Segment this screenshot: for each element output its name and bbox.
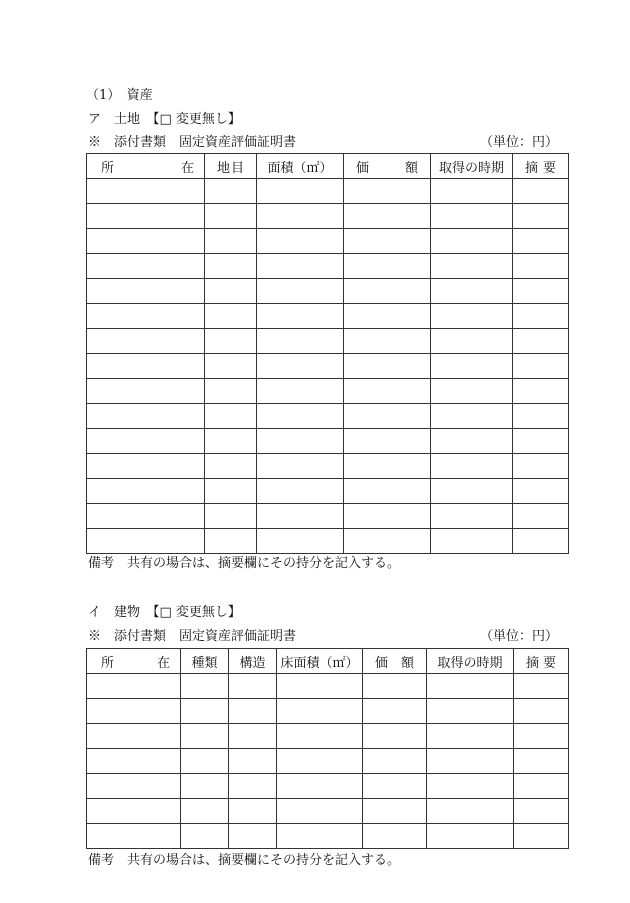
table-cell	[344, 379, 431, 404]
building-header-text: 要	[542, 655, 556, 671]
table-cell	[514, 799, 569, 824]
table-cell	[427, 699, 514, 724]
table-cell	[344, 354, 431, 379]
land-header-cell	[344, 154, 431, 179]
land-header-text: 価	[356, 160, 370, 176]
table-cell	[514, 824, 569, 849]
table-cell	[514, 749, 569, 774]
land-unit-label: （単位：円）	[479, 135, 558, 150]
building-table-body	[87, 674, 569, 849]
table-cell	[257, 429, 344, 454]
table-row	[87, 479, 569, 504]
table-cell	[427, 674, 514, 699]
table-cell	[431, 204, 513, 229]
table-cell	[87, 724, 181, 749]
table-cell	[87, 479, 205, 504]
table-cell	[363, 799, 427, 824]
table-cell	[205, 204, 257, 229]
table-cell	[431, 279, 513, 304]
land-header-text: 摘	[525, 160, 539, 176]
table-cell	[344, 329, 431, 354]
table-row	[87, 724, 569, 749]
table-cell	[277, 674, 363, 699]
table-cell	[229, 774, 277, 799]
table-cell	[205, 304, 257, 329]
land-header-cell: 面積（㎡）	[257, 154, 344, 179]
table-cell	[87, 454, 205, 479]
table-cell	[277, 774, 363, 799]
table-cell	[431, 179, 513, 204]
table-cell	[363, 749, 427, 774]
table-row	[87, 354, 569, 379]
building-header-cell	[87, 649, 181, 674]
table-row	[87, 379, 569, 404]
table-row	[87, 204, 569, 229]
table-cell	[513, 279, 569, 304]
land-title: ア 土地 【□ 変更無し】	[88, 112, 241, 127]
table-cell	[87, 774, 181, 799]
table-cell	[87, 504, 205, 529]
land-header-cell	[205, 154, 257, 179]
table-row	[87, 429, 569, 454]
table-cell	[513, 329, 569, 354]
table-cell	[514, 699, 569, 724]
table-cell	[205, 329, 257, 354]
table-cell	[513, 404, 569, 429]
table-cell	[87, 204, 205, 229]
table-cell	[344, 504, 431, 529]
table-row	[87, 454, 569, 479]
table-cell	[257, 504, 344, 529]
building-unit-label: （単位：円）	[479, 629, 558, 644]
table-cell	[181, 724, 229, 749]
table-cell	[257, 454, 344, 479]
land-table	[86, 153, 569, 554]
table-cell	[87, 429, 205, 454]
land-table-body	[87, 179, 569, 554]
table-cell	[431, 304, 513, 329]
table-cell	[205, 404, 257, 429]
table-cell	[363, 824, 427, 849]
table-cell	[257, 404, 344, 429]
table-cell	[427, 749, 514, 774]
land-header-text: 額	[404, 160, 418, 176]
table-cell	[344, 204, 431, 229]
table-cell	[229, 699, 277, 724]
table-cell	[87, 529, 205, 554]
table-cell	[87, 749, 181, 774]
table-cell	[257, 229, 344, 254]
table-cell	[431, 379, 513, 404]
table-cell	[257, 279, 344, 304]
land-header-cell: 取得の時期	[431, 154, 513, 179]
section-heading: （1） 資産	[86, 88, 153, 103]
table-cell	[257, 329, 344, 354]
table-cell	[277, 749, 363, 774]
table-cell	[277, 699, 363, 724]
table-row	[87, 179, 569, 204]
table-cell	[257, 204, 344, 229]
table-cell	[344, 304, 431, 329]
table-row	[87, 774, 569, 799]
table-cell	[363, 674, 427, 699]
land-header-row	[87, 154, 569, 179]
table-cell	[205, 479, 257, 504]
table-cell	[344, 254, 431, 279]
table-row	[87, 404, 569, 429]
table-cell	[514, 724, 569, 749]
table-cell	[181, 699, 229, 724]
land-header-cell	[87, 154, 205, 179]
table-cell	[257, 304, 344, 329]
table-cell	[513, 504, 569, 529]
table-cell	[229, 799, 277, 824]
table-cell	[513, 529, 569, 554]
table-cell	[344, 479, 431, 504]
table-cell	[513, 354, 569, 379]
table-cell	[427, 824, 514, 849]
table-cell	[205, 229, 257, 254]
building-table	[86, 648, 569, 849]
table-cell	[87, 824, 181, 849]
table-cell	[87, 699, 181, 724]
table-cell	[181, 774, 229, 799]
land-header-text: 在	[180, 160, 194, 176]
table-cell	[257, 529, 344, 554]
table-row	[87, 799, 569, 824]
table-cell	[513, 379, 569, 404]
table-cell	[344, 529, 431, 554]
table-cell	[513, 304, 569, 329]
table-cell	[431, 504, 513, 529]
table-row	[87, 674, 569, 699]
table-cell	[205, 354, 257, 379]
building-attachment-note: ※ 添付書類 固定資産評価証明書	[88, 629, 297, 644]
building-header-row	[87, 649, 569, 674]
table-cell	[257, 479, 344, 504]
table-cell	[363, 724, 427, 749]
table-cell	[513, 179, 569, 204]
table-cell	[344, 429, 431, 454]
table-cell	[87, 229, 205, 254]
table-cell	[277, 724, 363, 749]
table-cell	[431, 329, 513, 354]
building-title: イ 建物 【□ 変更無し】	[88, 605, 241, 620]
table-cell	[513, 229, 569, 254]
table-cell	[87, 799, 181, 824]
table-row	[87, 529, 569, 554]
table-row	[87, 229, 569, 254]
building-header-cell: 構造	[229, 649, 277, 674]
table-cell	[431, 254, 513, 279]
table-cell	[181, 674, 229, 699]
table-row	[87, 749, 569, 774]
table-cell	[514, 674, 569, 699]
table-cell	[87, 279, 205, 304]
building-remark: 備考 共有の場合は、摘要欄にその持分を記入する。	[88, 853, 401, 868]
building-header-text: 所	[101, 655, 115, 671]
table-cell	[205, 179, 257, 204]
building-header-cell: 種類	[181, 649, 229, 674]
building-header-text: 摘	[526, 655, 540, 671]
table-cell	[229, 674, 277, 699]
table-row	[87, 329, 569, 354]
building-header-text: 在	[156, 655, 170, 671]
table-cell	[205, 279, 257, 304]
table-row	[87, 279, 569, 304]
table-cell	[344, 279, 431, 304]
building-header-cell	[514, 649, 569, 674]
building-header-cell: 取得の時期	[427, 649, 514, 674]
land-header-text: 地	[217, 160, 231, 176]
table-cell	[181, 824, 229, 849]
table-cell	[257, 354, 344, 379]
table-cell	[513, 254, 569, 279]
table-cell	[87, 304, 205, 329]
table-cell	[431, 354, 513, 379]
table-cell	[344, 404, 431, 429]
building-header-cell: 床面積（㎡）	[277, 649, 363, 674]
table-cell	[257, 179, 344, 204]
building-header-text: 価	[375, 655, 389, 671]
table-cell	[87, 404, 205, 429]
table-cell	[513, 454, 569, 479]
table-cell	[513, 479, 569, 504]
table-cell	[87, 254, 205, 279]
table-cell	[181, 749, 229, 774]
table-cell	[514, 774, 569, 799]
table-cell	[513, 429, 569, 454]
table-cell	[87, 379, 205, 404]
table-cell	[257, 379, 344, 404]
table-row	[87, 304, 569, 329]
table-cell	[87, 329, 205, 354]
table-cell	[427, 774, 514, 799]
table-cell	[205, 504, 257, 529]
table-cell	[229, 724, 277, 749]
table-cell	[87, 179, 205, 204]
land-header-cell	[513, 154, 569, 179]
table-cell	[205, 429, 257, 454]
table-cell	[205, 454, 257, 479]
table-cell	[344, 179, 431, 204]
land-attachment-note: ※ 添付書類 固定資産評価証明書	[88, 135, 297, 150]
table-cell	[87, 674, 181, 699]
table-cell	[87, 354, 205, 379]
table-cell	[431, 429, 513, 454]
table-cell	[257, 254, 344, 279]
table-cell	[427, 799, 514, 824]
table-cell	[431, 454, 513, 479]
table-row	[87, 699, 569, 724]
table-cell	[277, 824, 363, 849]
building-header-cell	[363, 649, 427, 674]
land-header-text: 所	[101, 160, 115, 176]
table-cell	[513, 204, 569, 229]
table-cell	[205, 379, 257, 404]
table-cell	[181, 799, 229, 824]
table-cell	[205, 254, 257, 279]
table-cell	[229, 824, 277, 849]
table-cell	[344, 229, 431, 254]
table-cell	[427, 724, 514, 749]
land-header-text: 目	[230, 160, 244, 176]
table-row	[87, 254, 569, 279]
table-row	[87, 504, 569, 529]
table-cell	[363, 774, 427, 799]
table-cell	[431, 529, 513, 554]
table-cell	[344, 454, 431, 479]
land-header-text: 要	[542, 160, 556, 176]
table-cell	[277, 799, 363, 824]
building-header-text: 額	[400, 655, 414, 671]
table-cell	[363, 699, 427, 724]
table-cell	[431, 229, 513, 254]
table-cell	[431, 479, 513, 504]
table-row	[87, 824, 569, 849]
table-cell	[205, 529, 257, 554]
land-remark: 備考 共有の場合は、摘要欄にその持分を記入する。	[88, 556, 401, 571]
table-cell	[431, 404, 513, 429]
table-cell	[229, 749, 277, 774]
